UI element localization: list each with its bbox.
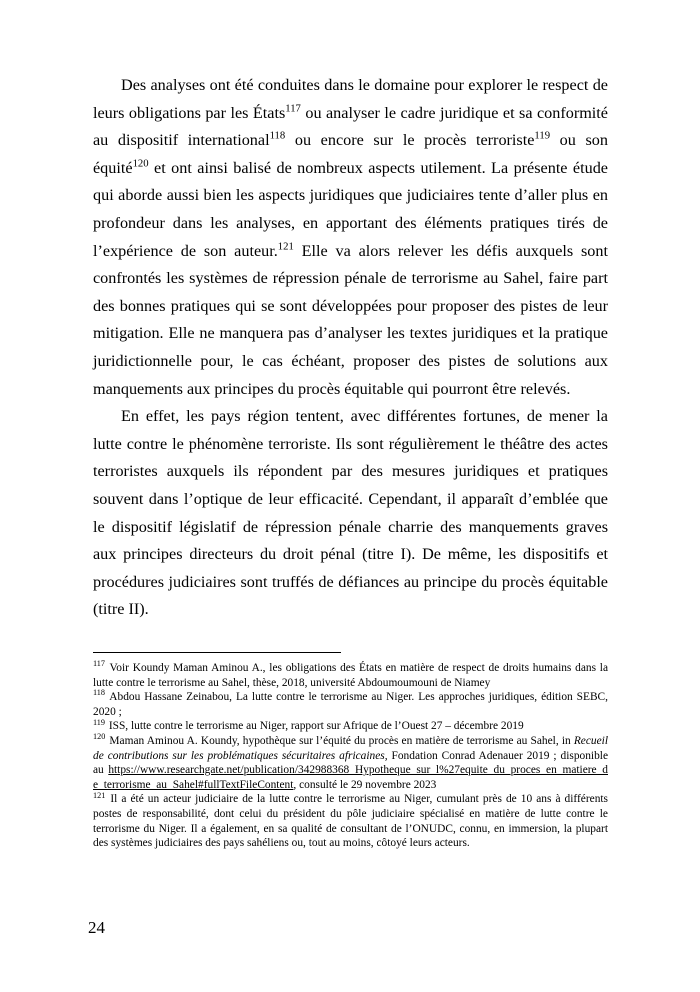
italic-title: Recueil de contributions sur les problématiques sécuritaires africaines,	[93, 734, 608, 762]
footnote-number: 121	[93, 790, 106, 800]
footnote-separator-rule	[93, 652, 341, 653]
body-paragraph: Des analyses ont été conduites dans le domaine pour explorer le respect de leurs obligations par les États$^{117}$ ou analyser le cadre juridique et sa conformité au dispositif international$^{118}$ ou encore sur le procès terroriste$^{119}$ ou son équité$^{120}$ et ont ainsi balisé de nombreux aspects utilement. La présente étude qui aborde aussi bien les aspects juridiques que judiciaires tente d’aller plus en profondeur dans les analyses, en apportant des éléments pratiques tirés de l’expérience de son auteur.$^{121}$ Elle va alors relever les défis auxquels sont confrontés les systèmes de répression pénale de terrorisme au Sahel, faire part des bonnes pratiques qui se sont développées pour proposer des pistes de leur mitigation. Elle ne manquera pas d’analyser les textes juridiques et la pratique juridictionnelle pour, le cas échéant, proposer des pistes de solutions aux manquements aux principes du procès équitable qui pourront être relevés.	[93, 76, 608, 398]
footnote-url[interactable]: https://www.researchgate.net/publication/342988368_Hypotheque_sur_l%27equite_du_proces_en_matiere_de_terrorisme_au_Sahel#fullTextFileContent	[93, 764, 608, 791]
footnote-reference[interactable]: 121	[277, 240, 294, 253]
footnote-reference[interactable]: 119	[534, 129, 551, 142]
body-text-block	[93, 72, 608, 624]
footnote-entry: $^{117}$ Voir Koundy Maman Aminou A., les obligations des États en matière de respect de droits humains dans la lutte contre le terrorisme au Sahel, thèse, 2018, université Abdoumoumouni de Niamey	[93, 659, 608, 689]
footnote-reference[interactable]: 120	[132, 157, 149, 170]
footnote-number: 118	[93, 688, 105, 698]
footnote-list	[93, 661, 608, 851]
footnote-reference[interactable]: 118	[269, 129, 286, 142]
footnote-number: 119	[93, 717, 105, 727]
footnote-entry: $^{118}$ Abdou Hassane Zeinabou, La lutte contre le terrorisme au Niger. Les approches juridiques, édition SEBC, 2020 ;	[93, 688, 608, 718]
footnote-entry: $^{121}$ Il a été un acteur judiciaire de la lutte contre le terrorisme au Niger, cumulant près de 10 ans à différents postes de responsabilité, dont celui du président du pôle judiciaire spécialisé en matière de lutte contre le terrorisme du Niger. Il a également, en sa qualité de consultant de l’ONUDC, connu, en immersion, la plupart des systèmes judiciaires des pays sahéliens ou, tout au moins, côtoyé leurs acteurs.	[93, 790, 608, 850]
footnote-reference[interactable]: 117	[285, 102, 301, 115]
footnote-entry: $^{120}$ Maman Aminou A. Koundy, hypothèque sur l’équité du procès en matière de terrorisme au Sahel, in Recueil de contributions sur les problématiques sécuritaires africaines, Fondation Conrad Adenauer 2019 ; disponible au https://www.researchgate.net/publication/342988368_Hypotheque_sur_l%27equite_du_proces_en_matiere_de_terrorisme_au_Sahel#fullTextFileContent, consulté le 29 novembre 2023	[93, 732, 608, 791]
footnote-entry: $^{119}$ ISS, lutte contre le terrorisme au Niger, rapport sur Afrique de l’Ouest 27 – décembre 2019	[93, 717, 524, 733]
body-paragraph: En effet, les pays région tentent, avec différentes fortunes, de mener la lutte contre le phénomène terroriste. Ils sont régulièrement le théâtre des actes terroristes auxquels ils répondent par des mesures juridiques et pratiques souvent dans l’optique de leur efficacité. Cependant, il apparaît d’emblée que le dispositif législatif de répression pénale charrie des manquements graves aux principes directeurs du droit pénal (titre I). De même, les dispositifs et procédures judiciaires sont truffés de défiances au principe du procès équitable (titre II).	[93, 407, 608, 619]
paragraph-list	[93, 72, 608, 624]
footnote-number: 117	[93, 659, 105, 669]
footnote-number: 120	[93, 732, 106, 742]
footnote-block	[93, 652, 608, 851]
page-number: 24	[88, 918, 105, 937]
